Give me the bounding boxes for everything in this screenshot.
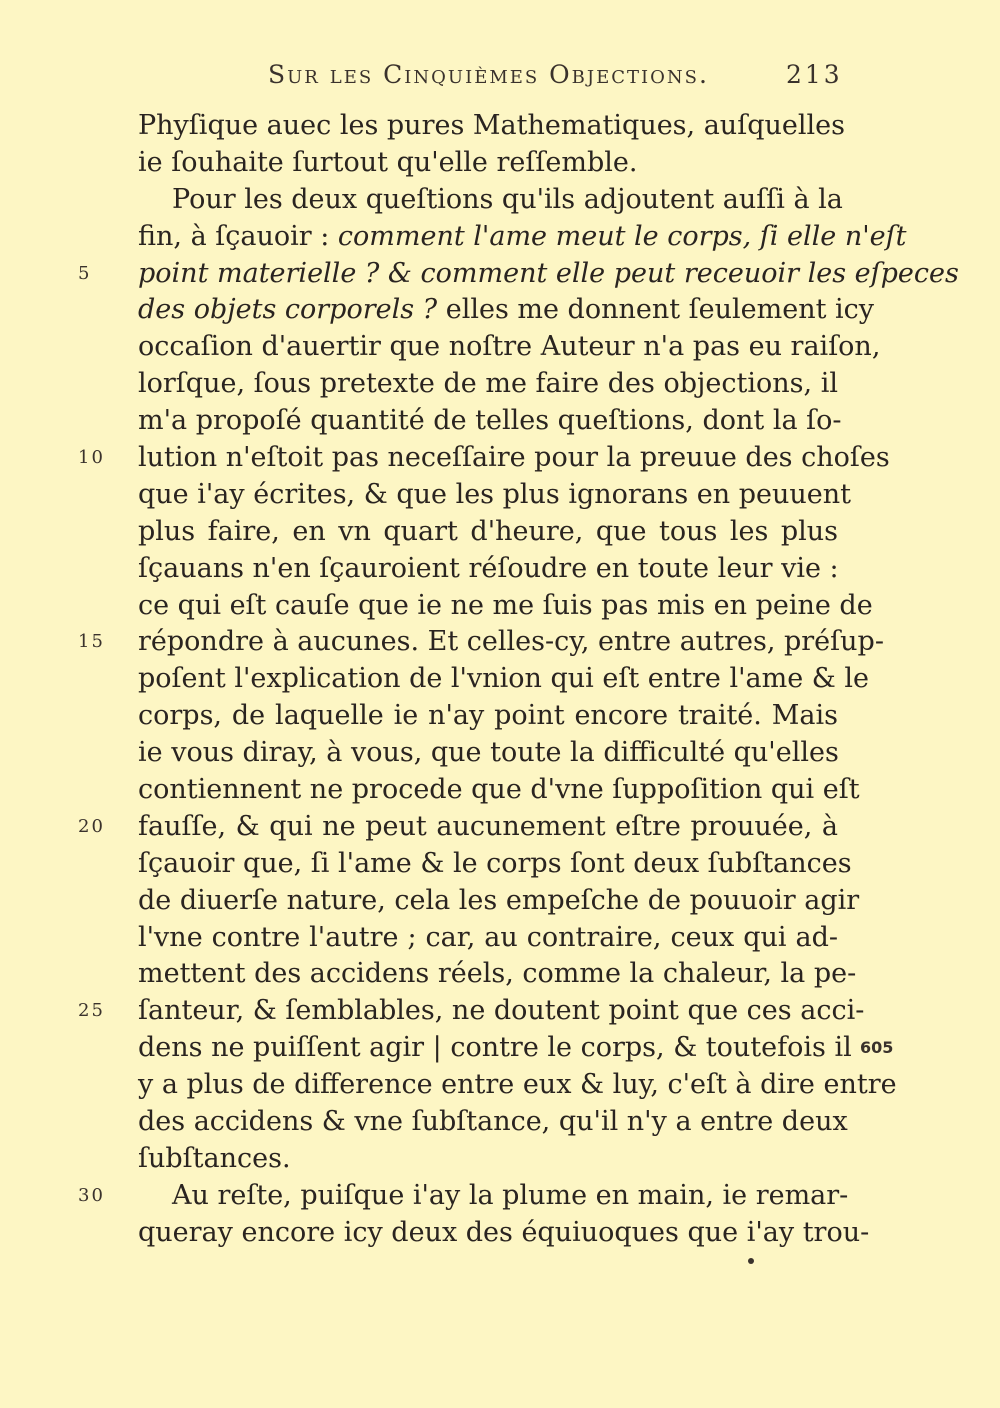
line-number: 25 <box>78 1000 105 1022</box>
text-segment: lution n'eſtoit pas neceſſaire pour la preuue des choſes <box>138 442 890 474</box>
text-segment: Au reſte, puiſque i'ay la plume en main, ie remar- <box>172 1179 849 1211</box>
text-line <box>138 1030 894 1067</box>
running-head <box>0 60 1000 96</box>
text-segment: fin, à ſçauoir : <box>138 220 338 252</box>
text-segment: l'vne contre l'autre ; car, au contraire, ceux qui ad- <box>138 921 838 953</box>
text-segment: ie ſouhaite ſurtout qu'elle reſſemble. <box>138 146 638 178</box>
body-text <box>78 108 959 1252</box>
text-segment: ſçauans n'en ſçauroient réſoudre en toute leur vie : <box>138 552 839 584</box>
italic-text-segment: comment l'ame meut le corps, ſi elle n'eſt <box>337 220 907 252</box>
text-line <box>78 1178 849 1215</box>
text-line <box>138 514 838 551</box>
text-segment: m'a propoſé quantité de telles queſtions, dont la ſo- <box>138 405 842 437</box>
text-segment: ce qui eſt cauſe que ie ne me ſuis pas mis en peine de <box>138 589 873 621</box>
line-number: 10 <box>78 447 105 469</box>
text-segment: y a plus de difference entre eux & luy, c'eſt à dire entre <box>138 1069 897 1101</box>
text-line <box>138 1141 838 1178</box>
text-segment: occaſion d'auertir que noſtre Auteur n'a pas eu raiſon, <box>138 331 881 363</box>
text-segment: ſçauoir que, ſi l'ame & le corps ſont deux ſubſtances <box>138 847 852 879</box>
text-line <box>138 883 860 920</box>
text-segment: que i'ay écrites, & que les plus ignorans en peuuent <box>138 478 851 510</box>
text-line <box>138 108 845 145</box>
text-segment: répondre à aucunes. Et celles-cy, entre autres, préſup- <box>138 626 884 658</box>
text-line <box>138 920 838 957</box>
text-line <box>138 698 838 735</box>
text-segment: fauſſe, & qui ne peut aucunement eſtre prouuée, à <box>138 810 838 842</box>
text-line <box>138 661 870 698</box>
text-line <box>138 846 852 883</box>
page-number: 213 <box>786 60 843 89</box>
text-segment: poſent l'explication de l'vnion qui eſt entre l'ame & le <box>138 663 870 695</box>
text-segment: contiennent ne procede que d'vne ſuppoſition qui eſt <box>138 774 860 806</box>
text-segment: elles me donnent ſeulement icy <box>437 294 875 326</box>
italic-text-segment: point materielle ? & comment elle peut receuoir les eſpeces <box>138 257 959 289</box>
line-number: 20 <box>78 815 105 837</box>
text-line <box>78 993 865 1030</box>
text-line <box>78 809 838 846</box>
text-line <box>138 403 842 440</box>
printer-dot-mark <box>748 1258 754 1264</box>
text-line <box>138 772 860 809</box>
text-line <box>138 145 838 182</box>
text-segment: plus faire, en vn quart d'heure, que tous les plus <box>138 515 838 547</box>
text-line <box>78 440 890 477</box>
text-line <box>138 219 907 256</box>
text-line <box>138 477 851 514</box>
text-segment: ſubſtances. <box>138 1142 291 1174</box>
text-segment: queray encore icy deux des équiuoques que i'ay trou- <box>138 1216 870 1248</box>
text-segment: lorſque, ſous pretexte de me faire des objections, il <box>138 368 838 400</box>
text-line <box>138 182 843 219</box>
text-line <box>78 624 884 661</box>
italic-text-segment: des objets corporels ? <box>138 294 438 326</box>
text-segment: corps, de laquelle ie n'ay point encore traité. Mais <box>138 700 838 732</box>
text-segment: ie vous diray, à vous, que toute la difficulté qu'elles <box>138 737 839 769</box>
text-line <box>78 256 959 293</box>
line-number: 5 <box>78 262 92 284</box>
text-line <box>138 551 838 588</box>
text-segment: des accidens & vne ſubſtance, qu'il n'y a entre deux <box>138 1106 848 1138</box>
text-line <box>138 329 881 366</box>
text-segment: dens ne puiſſent agir | contre le corps, & toutefois il <box>138 1032 852 1064</box>
text-line <box>138 1215 870 1252</box>
running-title: Sur les Cinquièmes Objections. <box>268 60 709 89</box>
text-line <box>138 588 873 625</box>
text-line <box>138 956 857 993</box>
text-line <box>138 366 838 403</box>
text-segment: ſanteur, & ſemblables, ne doutent point que ces acci- <box>138 995 865 1027</box>
line-number: 30 <box>78 1184 105 1206</box>
margin-reference-number: 605 <box>860 1038 894 1058</box>
text-segment: Phyſique auec les pures Mathematiques, auſquelles <box>138 110 845 141</box>
text-line <box>138 1067 897 1104</box>
text-line <box>138 1104 848 1141</box>
text-line <box>138 292 875 329</box>
text-segment: Pour les deux queſtions qu'ils adjoutent auſſi à la <box>172 183 843 215</box>
text-line <box>138 735 838 772</box>
text-segment: mettent des accidens réels, comme la chaleur, la pe- <box>138 958 857 990</box>
line-number: 15 <box>78 631 105 653</box>
text-segment: de diuerſe nature, cela les empeſche de pouuoir agir <box>138 884 860 916</box>
